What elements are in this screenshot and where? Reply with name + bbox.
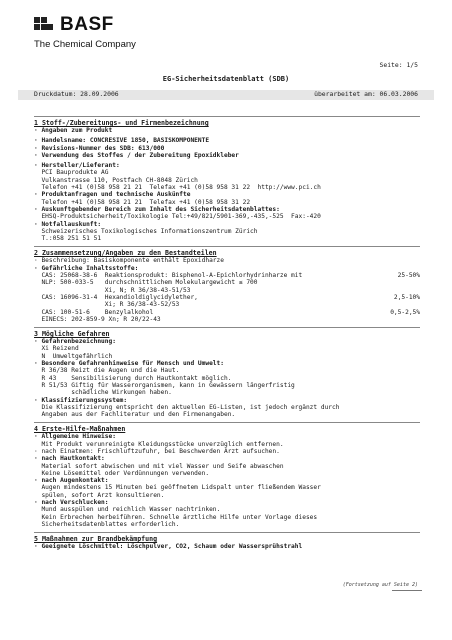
- section-line: [34, 265, 420, 272]
- section-line: [34, 492, 420, 499]
- line-text: · Klassifizierungssystem:: [34, 396, 128, 404]
- line-text: Schweizerisches Toxikologisches Informationszentrum Zürich: [34, 227, 258, 235]
- section-divider: [34, 327, 420, 328]
- line-text: · Handelsname: CONCRESIVE 1850, BASISKOMPONENTE: [34, 137, 210, 145]
- section-line: [34, 228, 420, 235]
- section-line: [34, 184, 420, 191]
- section-line: [34, 145, 420, 152]
- section-line: [34, 470, 420, 477]
- line-text: · Gefahrenbezeichnung:: [34, 338, 116, 346]
- line-text: EINECS: 202-859-9 Xn; R 20/22-43: [34, 315, 161, 323]
- line-text: · Notfallauskunft:: [34, 220, 102, 228]
- line-text: · Auskunftgebender Bereich zum Inhalt des Sicherheitsdatenblattes:: [34, 205, 280, 213]
- line-text: Xi, N; R 36/38-43-51/53: [34, 286, 191, 294]
- date-bar: [18, 90, 434, 100]
- section-line: [34, 272, 420, 279]
- line-text: Die Klassifizierung entspricht den aktuellen EG-Listen, ist jedoch ergänzt durch: [34, 403, 340, 411]
- section-title: 4 Erste-Hilfe-Maßnahmen: [34, 425, 126, 434]
- section-line: [34, 441, 420, 448]
- line-text: · Besondere Gefahrenhinweise für Mensch und Umwelt:: [34, 360, 224, 368]
- section-line: [34, 338, 420, 345]
- line-text: NLP: 500-033-5 durchschnittlichem Molekulargewicht ≤ 700: [34, 279, 258, 287]
- section-line: [34, 404, 420, 411]
- line-text: · nach Einatmen: Frischluftzufuhr, bei Beschwerden Arzt aufsuchen.: [34, 447, 280, 455]
- section-line: [34, 191, 420, 198]
- line-text: Mit Produkt verunreinigte Kleidungsstücke unverzüglich entfernen.: [34, 440, 284, 448]
- document-body: [34, 114, 420, 555]
- section-line: [34, 309, 420, 316]
- section-line: [34, 235, 420, 242]
- section-line: [34, 375, 420, 382]
- section-divider: [34, 116, 420, 117]
- section-line: [34, 221, 420, 228]
- line-text: Augen mindestens 15 Minuten bei geöffnetem Lidspalt unter fließendem Wasser: [34, 484, 321, 492]
- section-line: [34, 514, 420, 521]
- line-text: Vulkanstrasse 110, Postfach CH-8048 Zürich: [34, 176, 198, 184]
- section-line: [34, 257, 420, 264]
- section-line: [34, 152, 420, 159]
- section-line: [34, 397, 420, 404]
- section-line: [34, 294, 420, 301]
- line-text: Mund ausspülen und reichlich Wasser nachtrinken.: [34, 506, 221, 514]
- section-line: [34, 448, 420, 455]
- line-text: · Allgemeine Hinweise:: [34, 433, 116, 441]
- revision-date: überarbeitet am: 06.03.2006: [314, 90, 418, 98]
- section-line: [34, 137, 420, 144]
- line-text: Keine Lösemittel oder Verdünnungen verwenden.: [34, 469, 210, 477]
- section-title: 3 Mögliche Gefahren: [34, 330, 110, 339]
- line-text: Telefon +41 (0)58 958 21 21 Telefax +41 (0)58 958 31 22: [34, 198, 251, 206]
- section-line: [34, 360, 420, 367]
- section-line: [34, 177, 420, 184]
- concentration-range: 0,5-2,5%: [390, 308, 420, 316]
- line-text: R 36/38 Reizt die Augen und die Haut.: [34, 367, 180, 375]
- section-line: [34, 345, 420, 352]
- section-line: [34, 506, 420, 513]
- section-line: [34, 301, 420, 308]
- section-4: [34, 422, 420, 528]
- section-line: [34, 543, 420, 550]
- line-text: Kein Erbrechen herbeiführen. Schnelle ärztliche Hilfe unter Vorlage dieses: [34, 513, 318, 521]
- logo-brand: BASF: [60, 14, 114, 35]
- concentration-range: 2,5-10%: [393, 293, 420, 301]
- line-text: Xi; R 36/38-43-52/53: [34, 301, 180, 309]
- basf-logo: [34, 14, 164, 54]
- line-text: · nach Verschlucken:: [34, 499, 109, 507]
- section-divider: [34, 532, 420, 533]
- line-text: PCI Bauprodukte AG: [34, 169, 109, 177]
- line-text: · Revisions-Nummer des SDB: 613/000: [34, 144, 165, 152]
- section-divider: [34, 246, 420, 247]
- line-text: Xi Reizend: [34, 345, 79, 353]
- line-text: CAS: 25068-38-6 Reaktionsprodukt: Bisphenol-A-Epichlorhydrinharze mit: [34, 272, 303, 280]
- section-1: [34, 116, 420, 242]
- section-line: [34, 499, 420, 506]
- document-title: EG-Sicherheitsdatenblatt (SDB): [162, 75, 290, 83]
- line-text: N Umweltgefährlich: [34, 352, 113, 360]
- section-title: 5 Maßnahmen zur Brandbekämpfung: [34, 535, 158, 544]
- line-text: spülen, sofort Arzt konsultieren.: [34, 491, 165, 499]
- line-text: CAS: 16096-31-4 Hexandioldiglycidylether,: [34, 293, 198, 301]
- basf-logo-mark-icon: [34, 17, 56, 33]
- section-line: [34, 433, 420, 440]
- continuation-note: (Fortsetzung auf Seite 2): [342, 582, 418, 588]
- section-line: [34, 477, 420, 484]
- line-text: · Verwendung des Stoffes / der Zubereitung Epoxidkleber: [34, 151, 239, 159]
- line-text: · Produktanfragen und technische Auskünfte: [34, 191, 191, 199]
- print-date: Druckdatum: 28.09.2006: [34, 90, 119, 98]
- line-text: · Beschreibung: Basiskomponente enthält Epoxidharze: [34, 257, 224, 265]
- section-line: [34, 382, 420, 389]
- line-text: R 51/53 Giftig für Wasserorganismen, kann in Gewässern längerfristig: [34, 381, 295, 389]
- line-text: T.:058 251 51 51: [34, 235, 102, 243]
- line-text: Telefon +41 (0)58 958 21 21 Telefax +41 (0)58 958 31 22 http://www.pci.ch: [34, 184, 321, 192]
- line-text: · nach Augenkontakt:: [34, 477, 109, 485]
- line-text: schädliche Wirkungen haben.: [34, 389, 172, 397]
- section-2: [34, 246, 420, 323]
- footer-rule: [392, 590, 422, 595]
- section-line: [34, 316, 420, 323]
- line-text: · Angaben zum Produkt: [34, 127, 113, 134]
- section-line: [34, 127, 420, 134]
- section-line: [34, 389, 420, 396]
- line-text: CAS: 100-51-6 Benzylalkohol: [34, 308, 154, 316]
- section-line: [34, 162, 420, 169]
- section-line: [34, 463, 420, 470]
- section-5: [34, 532, 420, 550]
- section-line: [34, 213, 420, 220]
- section-line: [34, 287, 420, 294]
- line-text: · Gefährliche Inhaltsstoffe:: [34, 264, 139, 272]
- section-line: [34, 353, 420, 360]
- section-divider: [34, 422, 420, 423]
- section-line: [34, 521, 420, 528]
- line-text: · Geeignete Löschmittel: Löschpulver, CO2, Schaum oder Wassersprühstrahl: [34, 543, 303, 551]
- section-line: [34, 367, 420, 374]
- line-text: Material sofort abwischen und mit viel Wasser und Seife abwaschen: [34, 462, 284, 470]
- section-line: [34, 206, 420, 213]
- section-3: [34, 327, 420, 418]
- line-text: Sicherheitsdatenblattes erforderlich.: [34, 520, 180, 528]
- line-text: R 43 Sensibilisierung durch Hautkontakt möglich.: [34, 374, 232, 382]
- section-line: [34, 411, 420, 418]
- concentration-range: 25-50%: [397, 272, 420, 280]
- logo-tagline: The Chemical Company: [34, 39, 136, 50]
- line-text: EHSQ-Produktsicherheit/Toxikologie Tel:+49/821/5901-369,-435,-525 Fax:-420: [34, 213, 321, 221]
- section-title: 1 Stoff-/Zubereitungs- und Firmenbezeichnung: [34, 119, 209, 127]
- section-line: [34, 169, 420, 176]
- page-number: Seite: 1/5: [379, 61, 418, 69]
- line-text: · nach Hautkontakt:: [34, 455, 105, 463]
- section-line: [34, 455, 420, 462]
- section-line: [34, 279, 420, 286]
- section-title: 2 Zusammensetzung/Angaben zu den Bestandteilen: [34, 249, 217, 258]
- section-line: [34, 484, 420, 491]
- line-text: Angaben aus der Fachliteratur und den Firmenangaben.: [34, 411, 236, 419]
- section-line: [34, 199, 420, 206]
- line-text: · Hersteller/Lieferant:: [34, 162, 120, 170]
